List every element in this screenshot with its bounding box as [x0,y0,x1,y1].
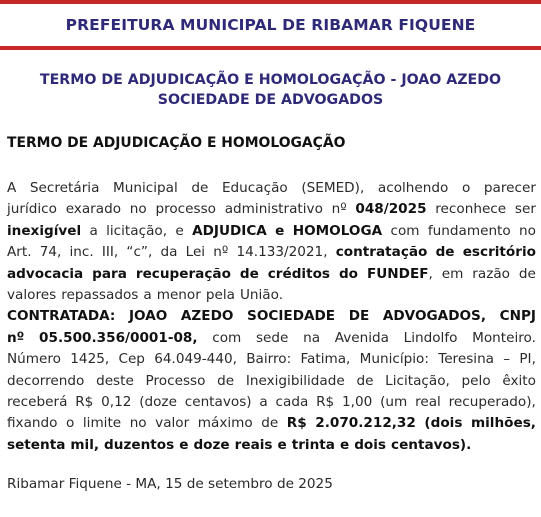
body-word-text: SOCIEDADE [247,308,336,325]
body-word-text: 2.070.212,32 [315,415,416,432]
body-word-text: Município: [359,351,429,368]
body-line [7,328,536,349]
body-word-text: o [66,415,75,432]
body-line [7,285,536,306]
body-word-text: 05.500.356/0001-08, [39,329,198,346]
body-word-text: de [191,180,209,196]
body-word-text: acolhendo [377,180,449,196]
body-word-text: a [143,286,152,303]
body-word [316,392,334,413]
body-word-text: êxito [502,372,536,389]
body-word-text: Lindolfo [403,329,458,346]
body-word [484,178,536,199]
body-word [519,349,536,370]
body-word-text: o [461,180,471,196]
body-word [404,328,458,349]
body-word [130,413,147,434]
body-line [7,199,536,220]
body-word-text: e [339,436,350,453]
body-word-text: a [259,393,268,410]
body-word-text: Bairro: [246,351,292,368]
body-word [500,306,536,327]
body-word-text: 1,00 [342,393,373,410]
body-word [315,413,416,434]
body-word-text: (dois [424,415,463,432]
body-word [502,371,536,392]
body-word [256,328,288,349]
body-word [7,413,58,434]
header-banner [0,0,541,50]
body-word-text: (doze [139,393,177,410]
body-line [7,413,536,434]
body-word-text: recuperado), [448,393,536,410]
body-word [303,328,320,349]
body-word [113,178,178,199]
body-word-text: III, [101,244,119,261]
body-word-text: nº [7,329,25,346]
municipality-title: PREFEITURA MUNICIPAL DE RIBAMAR FIQUENE [65,16,476,34]
body-word-text: na [303,329,321,346]
body-word-text: R$ [286,415,307,432]
body-word [472,264,510,285]
body-word-text: recuperação [135,265,231,282]
body-word-text: Número [7,351,61,368]
body-word-text: de [261,415,279,432]
body-word-text: Processo [145,372,206,389]
body-line [7,435,536,456]
body-word [7,178,16,199]
body-word-text: FUNDEF [366,265,429,282]
body-word [261,413,278,434]
body-word [126,242,152,263]
body-word-text: 14.133/2021, [236,244,328,261]
body-word-text: Lei [185,244,206,261]
body-word-text: reconhece [435,201,507,218]
body-word-text: valor [155,415,190,432]
body-word-text: doze [193,436,230,453]
body-word-text: PI, [519,351,536,368]
body-word-text: no [519,222,536,239]
body-word [276,392,309,413]
body-word-text: trinta [291,436,335,453]
body-word [118,349,144,370]
body-word-text: e [179,436,189,453]
body-word [7,306,115,327]
body-word [340,435,349,456]
body-word-text: DE [348,308,370,325]
body-word [356,371,373,392]
body-word [75,392,93,413]
body-word-text: real [415,393,441,410]
body-word-text: nº [331,201,347,218]
body-word [136,264,231,285]
body-word [7,285,56,306]
section-heading: TERMO DE ADJUDICAÇÃO E HOMOLOGAÇÃO [7,135,346,151]
body-word [7,328,24,349]
body-word-text: Fatima, [300,351,351,368]
body-word-text: menor [156,286,201,303]
body-word [235,435,273,456]
body-line [7,178,536,199]
body-word [390,221,419,242]
body-word-text: A [7,180,17,196]
body-word [462,178,470,199]
body-word-text: a [89,222,98,239]
body-word-text: R$ [75,393,94,410]
body-word [40,242,62,263]
body-word-text: de [217,372,235,389]
body-word-text: CONTRATADA: [7,308,116,325]
body-word [160,242,177,263]
body-word-text: pelo [461,372,491,389]
body-word [155,413,189,434]
body-word-text: 048/2025 [355,201,427,218]
body-word [503,349,510,370]
body-word [438,349,494,370]
body-word [335,328,389,349]
body-word [179,435,188,456]
body-word-text: 0,12 [101,393,132,410]
body-word-text: Licitação, [385,372,450,389]
body-word [259,392,267,413]
body-word [70,435,99,456]
body-word [247,306,335,327]
body-word-text: em [441,265,464,282]
body-word [336,242,428,263]
body-word [66,199,121,220]
body-word-text: dois [354,436,387,453]
body-word [463,242,536,263]
body-word [360,349,429,370]
body-word-text: ADJUDICA [192,222,267,239]
body-word-text: administrativo [224,201,323,218]
document-title-line-2: SOCIEDADE DE ADVOGADOS [157,92,384,108]
body-word [332,199,347,220]
body-line [7,221,536,242]
body-word-text: no [129,201,147,218]
body-word [102,242,118,263]
body-word-text: Art. [7,244,32,261]
body-word [424,413,462,434]
body-word-text: duzentos [104,436,175,453]
body-word [301,178,364,199]
body-word [391,435,471,456]
document-title-line-1: TERMO DE ADJUDICAÇÃO E HOMOLOGAÇÃO - JOAO AZEDO [39,72,502,88]
body-word-text: , [428,265,433,282]
body-word-text: Municipal [113,180,178,196]
body-word-text: licitação, [106,222,168,239]
body-word-text: (um [380,393,408,410]
body-line [7,264,536,285]
body-word-text: ADVOGADOS, [382,308,486,325]
body-word-text: receberá [7,393,68,410]
body-word [185,392,252,413]
body-word-text: sede [255,329,289,346]
body-word-text: Cep [118,351,145,368]
body-word-text: pela [205,286,235,303]
body-line [7,349,536,370]
body-word [246,371,345,392]
body-word [198,413,253,434]
body-word-text: Avenida [334,329,389,346]
body-word [7,264,83,285]
body-word-text: para [92,265,127,282]
body-word-text: inexigível [7,222,82,239]
body-line [7,392,536,413]
body-word-text: de [518,265,536,282]
body-word [213,242,228,263]
body-word-text: de [435,244,455,261]
body-word-text: parecer [483,180,536,196]
body-word [7,199,57,220]
body-word [70,242,94,263]
body-word-text: 74, [39,244,62,261]
body-word-text: escritório [462,244,536,261]
body-word [146,371,206,392]
body-word [287,413,307,434]
body-word [342,392,372,413]
body-word [155,199,216,220]
body-word-text: Secretária [29,180,100,196]
body-word-text: nº [213,244,229,261]
body-word-text: centavos) [184,393,252,410]
body-word [383,306,486,327]
body-word [355,199,426,220]
body-word [292,435,335,456]
body-word-text: de [239,265,259,282]
body-word-text: créditos [267,265,331,282]
body-word-text: de [356,372,374,389]
body-word [143,285,151,306]
body-word [61,285,138,306]
body-word [428,221,511,242]
body-word-text: (SEMED), [301,180,365,196]
body-word-text: e [277,436,287,453]
body-word [519,221,536,242]
body-word [186,242,205,263]
body-word-text: no [129,415,147,432]
body-word [236,242,327,263]
body-word [519,264,536,285]
body-word-text: Monteiro. [472,329,536,346]
body-word-text: União. [239,286,284,303]
body-word [7,371,84,392]
body-word [378,178,448,199]
body-word [193,435,229,456]
body-word-text: inc. [69,244,94,261]
body-word-text: contratação [335,244,428,261]
body-word-text: HOMOLOGA [292,222,383,239]
body-word [7,392,67,413]
body-word [472,328,536,349]
body-word-text: Educação [221,180,288,196]
body-word-text: e [175,222,184,239]
body-word-text: decorrendo [7,372,85,389]
body-word [268,264,330,285]
body-word-text: jurídico [7,201,57,218]
body-word [129,306,167,327]
body-word [367,264,433,285]
body-word [339,264,358,285]
body-word-text: e [275,222,285,239]
body-word-text: máximo [197,415,253,432]
body-word-text: centavos). [391,436,472,453]
body-word [191,178,208,199]
body-word-text: da [160,244,178,261]
body-word [39,328,198,349]
date-location-line: Ribamar Fiquene - MA, 15 de setembro de 2025 [7,476,333,492]
body-word [240,285,283,306]
body-line [7,371,536,392]
body-line [7,306,536,327]
body-word-text: cada [275,393,309,410]
body-word-text: com [390,222,420,239]
body-word-text: deste [96,372,134,389]
body-word [293,221,382,242]
body-word [275,221,284,242]
body-word-text: valores [7,286,57,303]
body-word [106,221,167,242]
body-word [206,285,235,306]
body-word-text: 64.049-440, [154,351,237,368]
body-word [442,264,464,285]
body-word-text: Teresina [438,351,495,368]
body-word [436,242,455,263]
body-word [225,199,323,220]
body-word-text: “c”, [126,244,153,261]
body-word [175,221,183,242]
body-word [380,392,407,413]
body-word [449,392,536,413]
body-word-text: milhões, [470,415,536,432]
body-word [83,413,121,434]
body-word-text: limite [82,415,122,432]
body-word [130,199,147,220]
body-word [435,199,506,220]
body-word [7,242,32,263]
body-word [300,349,350,370]
body-word [139,392,177,413]
body-word-text: com [212,329,242,346]
body-word [104,435,174,456]
body-word [101,392,131,413]
body-word [471,413,536,434]
body-word-text: ser [514,201,536,218]
body-word [7,349,61,370]
body-word [66,413,74,434]
body-word [7,221,81,242]
body-word [7,435,65,456]
body-word-text: razão [472,265,510,282]
body-word [181,306,234,327]
body-word-text: JOAO [128,308,168,325]
body-line [7,242,536,263]
body-word-text: R$ [316,393,335,410]
body-word [515,199,536,220]
body-word-text: processo [155,201,216,218]
body-word [92,264,127,285]
body-word-text: mil, [70,436,100,453]
body-word-text: repassados [61,286,139,303]
body-word-text: – [503,351,511,368]
body-word-text: setenta [7,436,66,453]
body-word-text: reais [234,436,273,453]
body-word [222,178,288,199]
body-word-text: do [338,265,359,282]
body-word [212,328,241,349]
body-word [217,371,234,392]
document-title [0,70,541,110]
body-word [246,349,291,370]
body-word [385,371,450,392]
body-word [415,392,441,413]
body-word [157,285,201,306]
body-word-text: exarado [65,201,122,218]
body-word-text: Inexigibilidade [245,372,345,389]
body-word-text: AZEDO [180,308,234,325]
body-word [70,349,109,370]
body-word [462,371,491,392]
body-paragraph [7,178,536,456]
body-word-text: fundamento [427,222,511,239]
body-word [349,306,370,327]
body-word [30,178,99,199]
body-word [240,264,259,285]
body-word-text: advocacia [7,265,84,282]
body-word [89,221,97,242]
body-word [278,435,287,456]
body-word-text: fixando [7,415,58,432]
body-word-text: 1425, [70,351,110,368]
body-word [96,371,134,392]
body-word [154,349,237,370]
body-word [354,435,386,456]
body-word-text: CNPJ [499,308,536,325]
body-word [192,221,267,242]
